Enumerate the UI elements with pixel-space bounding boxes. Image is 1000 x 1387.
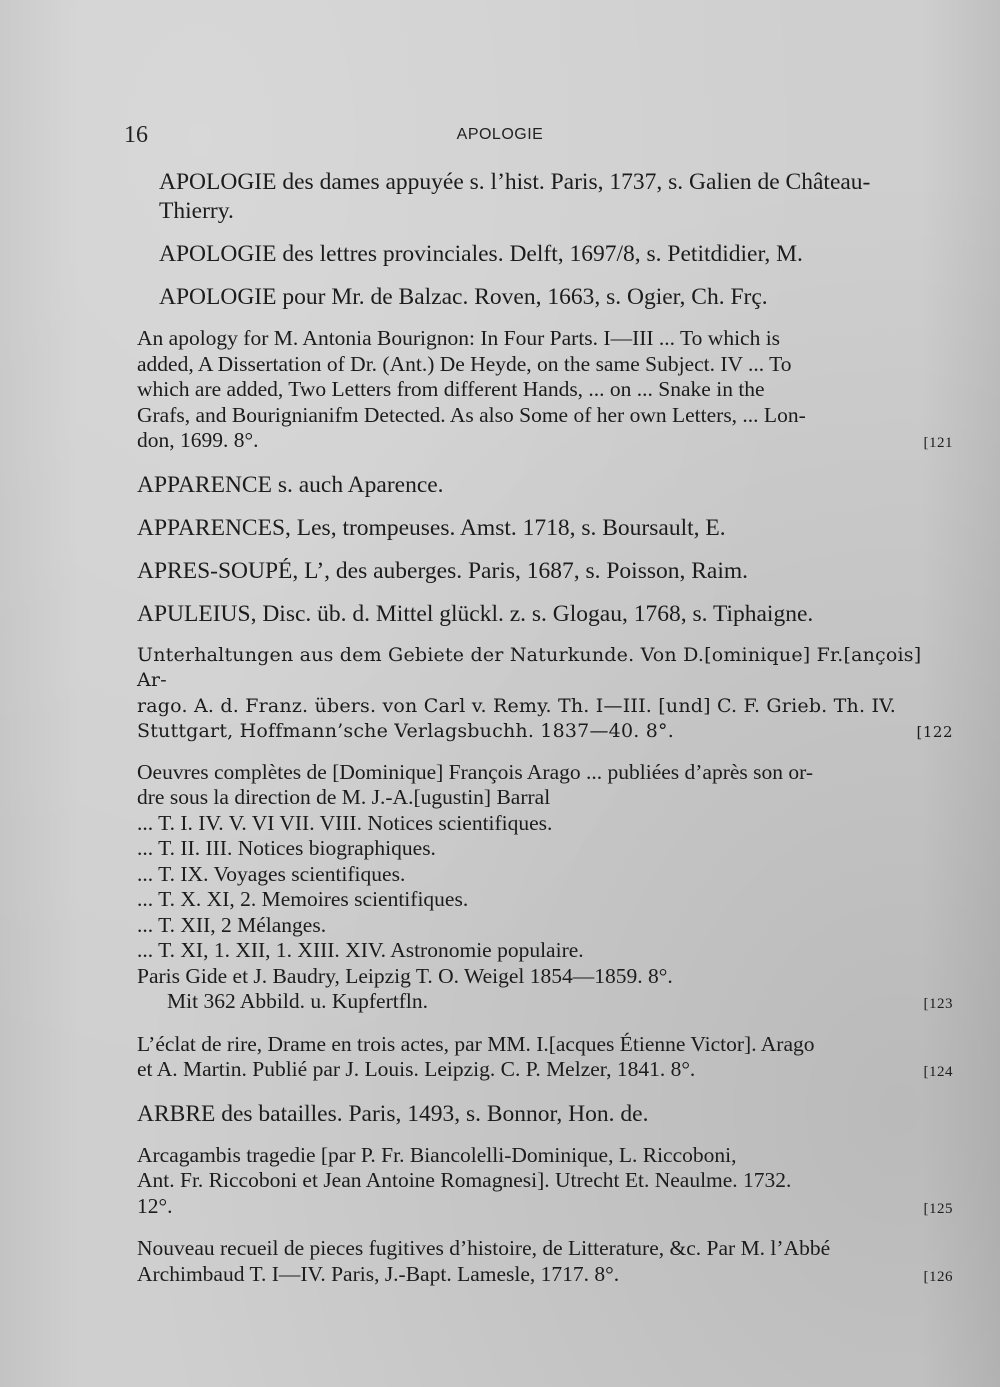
bibliography-entry [137,1032,953,1086]
entry-line: ... T. IX. Voyages scientifiques. [137,861,406,886]
bibliography-entry [137,240,953,269]
bibliography-entries [137,168,953,1304]
entry-line: An apology for M. Antonia Bourignon: In Four Parts. I—III ... To which is [137,326,781,350]
entry-last-row [137,989,953,1018]
entry-line: rago. A. d. Franz. übers. von Carl v. Remy. Th. I—III. [und] C. F. Grieb. Th. IV. [137,694,896,717]
running-title: APOLOGIE [456,126,544,143]
entry-line: APRES-SOUPÉ, L’, des auberges. Paris, 1687, s. Poisson, Raim. [137,557,749,584]
entry-line: don, 1699. 8°. [137,428,259,452]
entry-line: Nouveau recueil de pieces fugitives d’histoire, de Litterature, &c. Par M. l’Abbé [137,1236,831,1260]
entry-line: APULEIUS, Disc. üb. d. Mittel glückl. z. s. Glogau, 1768, s. Tiphaigne. [137,600,814,627]
entry-line: ... T. X. XI, 2. Memoires scientifiques. [137,887,469,911]
entry-line: et A. Martin. Publié par J. Louis. Leipzig. C. P. Melzer, 1841. 8°. [137,1057,696,1081]
entry-last-row [137,1262,953,1291]
bibliography-entry [137,283,953,312]
entry-line: added, A Dissertation of Dr. (Ant.) De Heyde, on the same Subject. IV ... To [137,351,792,376]
bibliography-entry [137,557,953,586]
entry-reference-number: [122 [916,723,953,741]
entry-line: dre sous la direction de M. J.-A.[ugustin] Barral [137,785,551,809]
entry-line: ... T. II. III. Notices biographiques. [137,836,436,860]
entry-line: Paris Gide et J. Baudry, Leipzig T. O. Weigel 1854—1859. 8°. [137,963,673,988]
bibliography-entry [137,1143,953,1223]
entry-line: APPARENCES, Les, trompeuses. Amst. 1718, s. Boursault, E. [137,514,726,541]
entry-line: APOLOGIE des lettres provinciales. Delft, 1697/8, s. Petitdidier, M. [159,241,803,267]
entry-line: Grafs, and Bourignianifm Detected. As also Some of her own Letters, ... Lon- [137,402,806,427]
entry-line: 12°. [137,1193,173,1218]
entry-line: APPARENCE s. auch Aparence. [137,471,444,498]
entry-line: Arcagambis tragedie [par P. Fr. Biancolelli-Dominique, L. Riccoboni, [137,1142,737,1167]
entry-line: APOLOGIE pour Mr. de Balzac. Roven, 1663, s. Ogier, Ch. Frç. [159,284,768,310]
entry-reference-number: [124 [923,1064,953,1080]
entry-last-row [137,428,953,457]
page-number: 16 [124,122,148,148]
bibliography-entry [137,1236,953,1290]
bibliography-entry [137,760,953,1018]
entry-reference-number: [123 [923,996,953,1012]
entry-line: ... T. I. IV. V. VI VII. VIII. Notices scientifiques. [137,810,553,835]
entry-line: Archimbaud T. I—IV. Paris, J.-Bapt. Lamesle, 1717. 8°. [137,1261,620,1286]
entry-last-row [137,719,953,746]
entry-reference-number: [126 [923,1268,953,1285]
entry-line: ... T. XII, 2 Mélanges. [137,912,327,937]
entry-line: Stuttgart, Hoffmann’sche Verlagsbuchh. 1837—40. 8°. [137,720,674,742]
entry-line: Mit 362 Abbild. u. Kupfertfln. [167,989,428,1013]
bibliography-entry [137,643,953,746]
bibliography-entry [137,471,953,500]
entry-reference-number: [125 [923,1200,953,1217]
bibliography-entry [137,600,953,629]
bibliography-entry [137,1100,953,1129]
entry-last-row [137,1194,953,1223]
entry-line: Unterhaltungen aus dem Gebiete der Naturkunde. Von D.[ominique] Fr.[ançois] Ar- [137,643,922,691]
entry-line: Thierry. [159,198,234,224]
entry-line: L’éclat de rire, Drame en trois actes, par MM. I.[acques Étienne Victor]. Arago [137,1031,815,1056]
entry-line: Oeuvres complètes de [Dominique] François Arago ... publiées d’après son or- [137,759,814,784]
bibliography-entry [137,168,953,226]
entry-line: which are added, Two Letters from different Hands, ... on ... Snake in the [137,377,765,401]
entry-line: APOLOGIE des dames appuyée s. l’hist. Paris, 1737, s. Galien de Château- [159,169,871,195]
entry-last-row [137,1057,953,1086]
bibliography-entry [137,514,953,543]
entry-line: ARBRE des batailles. Paris, 1493, s. Bonnor, Hon. de. [137,1100,649,1127]
bibliography-entry [137,326,953,457]
entry-line: ... T. XI, 1. XII, 1. XIII. XIV. Astronomie populaire. [137,938,584,962]
entry-reference-number: [121 [923,435,953,451]
entry-line: Ant. Fr. Riccoboni et Jean Antoine Romagnesi]. Utrecht Et. Neaulme. 1732. [137,1168,792,1192]
